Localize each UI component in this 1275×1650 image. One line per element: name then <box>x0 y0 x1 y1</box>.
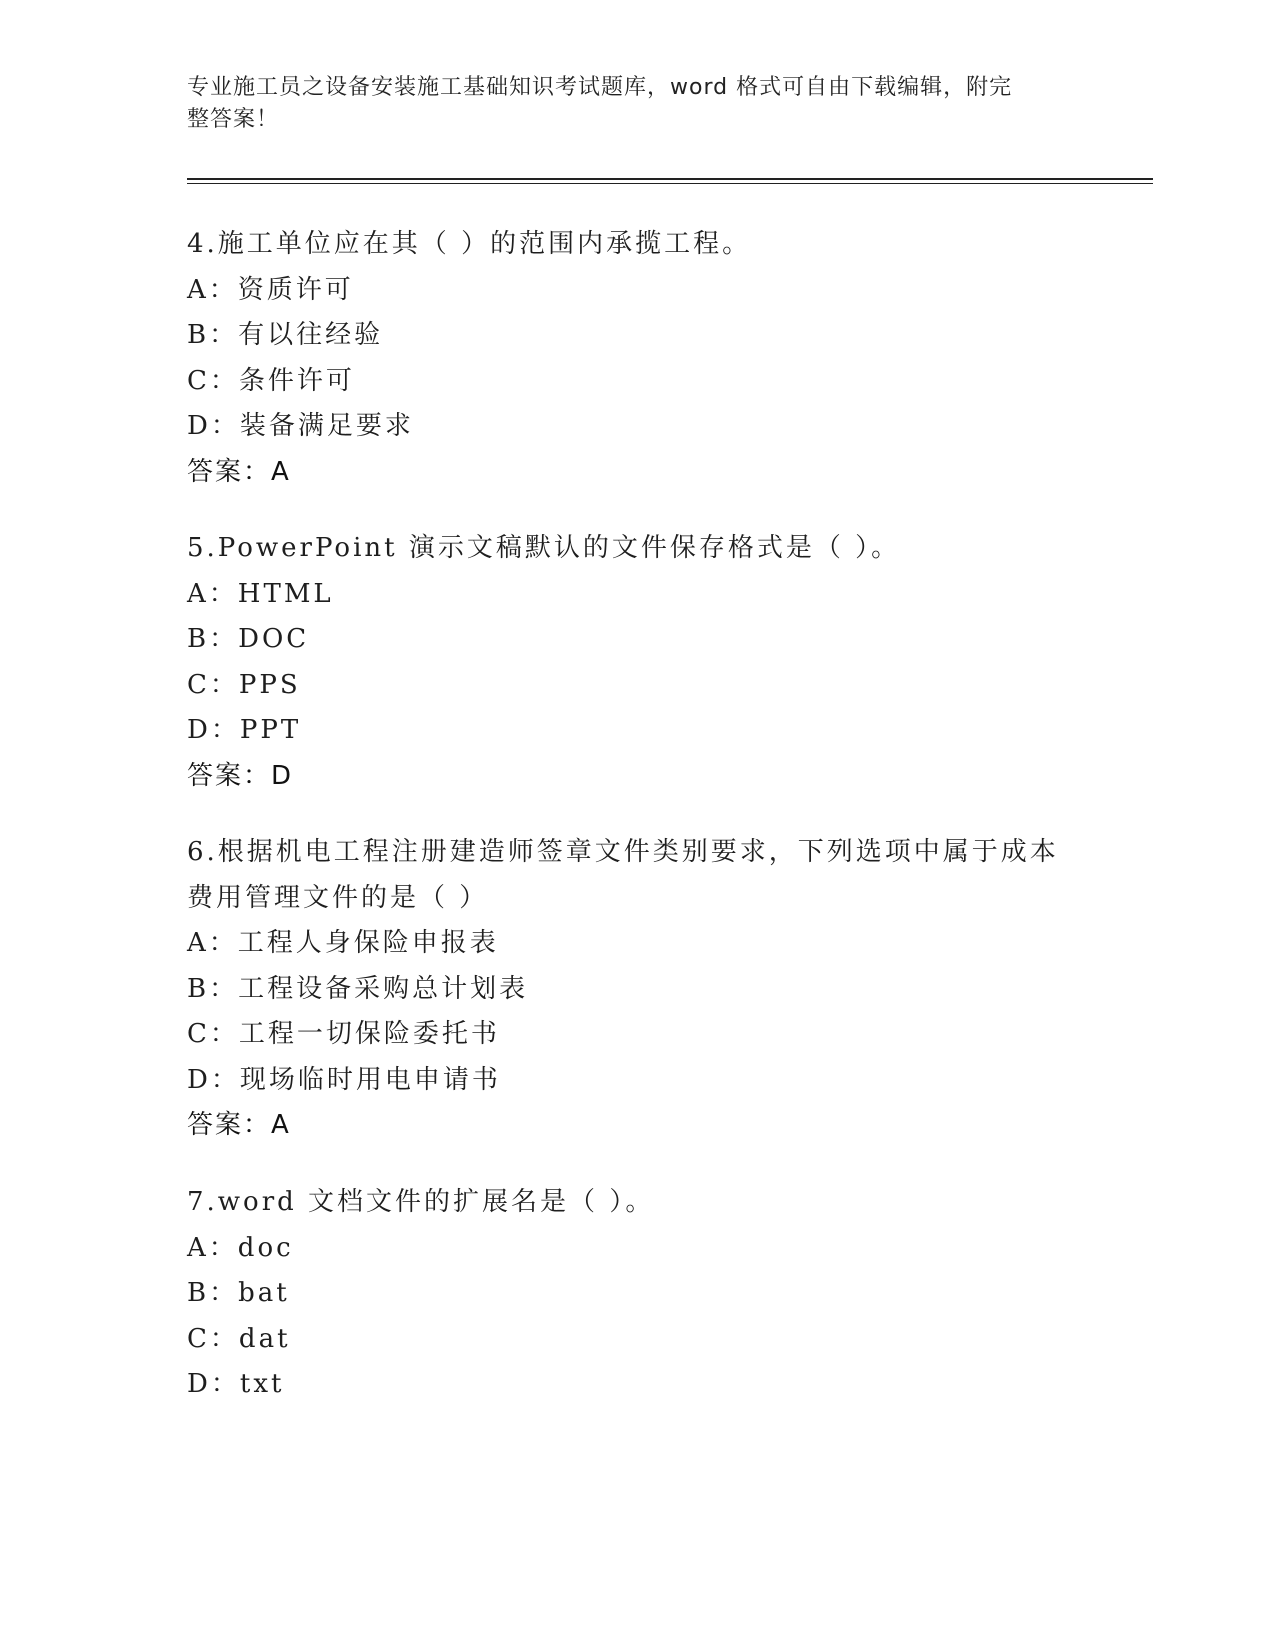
option-separator: ： <box>209 1278 239 1308</box>
option-text: DOC <box>238 624 310 654</box>
option-separator: ： <box>209 624 239 654</box>
answer-label: 答案： <box>187 1110 272 1140</box>
question-stem: 4.施工单位应在其（ ）的范围内承揽工程。 <box>187 229 752 259</box>
option-separator: ： <box>208 928 238 958</box>
option-separator: ： <box>210 715 240 745</box>
option-text: PPS <box>238 669 301 700</box>
question-5 <box>187 526 1087 799</box>
document-header <box>187 72 1067 136</box>
option-letter: B <box>187 624 210 654</box>
option-letter: D <box>187 1064 211 1095</box>
option-separator: ： <box>210 1369 240 1399</box>
option-separator: ： <box>210 411 240 441</box>
option-separator: ： <box>208 274 238 305</box>
option-text: doc <box>237 1232 294 1263</box>
option-separator: ： <box>209 320 239 350</box>
answer-line <box>187 450 1087 496</box>
option-c <box>187 663 1087 709</box>
option-c <box>187 1317 1087 1363</box>
question-stem: 7.word 文档文件的扩展名是（ ）。 <box>187 1187 655 1217</box>
answer-value: A <box>271 1110 291 1140</box>
option-text: HTML <box>237 578 334 609</box>
option-d <box>187 1362 1087 1408</box>
option-letter: D <box>187 715 211 745</box>
option-text: 有以往经验 <box>238 320 384 350</box>
option-text: 工程人身保险申报表 <box>237 928 499 958</box>
option-b <box>187 1271 1087 1317</box>
answer-value: D <box>271 760 294 791</box>
option-letter: B <box>187 320 210 350</box>
option-separator: ： <box>209 1323 239 1354</box>
option-letter: A <box>187 928 209 958</box>
option-text: 工程设备采购总计划表 <box>238 973 529 1004</box>
option-separator: ： <box>208 1232 238 1263</box>
option-text: 资质许可 <box>237 274 354 305</box>
option-text: bat <box>238 1278 290 1308</box>
option-separator: ： <box>210 1064 240 1095</box>
option-letter: A <box>187 578 209 609</box>
option-separator: ： <box>209 365 239 396</box>
option-a <box>187 1226 1087 1272</box>
option-text: txt <box>239 1369 285 1399</box>
option-letter: B <box>187 1278 210 1308</box>
option-letter: C <box>187 365 210 396</box>
answer-line <box>187 754 1087 800</box>
question-7 <box>187 1180 1087 1408</box>
option-a <box>187 921 1087 967</box>
option-text: 工程一切保险委托书 <box>238 1019 500 1049</box>
option-text: PPT <box>239 715 302 745</box>
option-letter: B <box>187 973 210 1004</box>
question-6 <box>187 830 1087 1149</box>
option-c <box>187 1012 1087 1058</box>
option-letter: D <box>187 1369 211 1399</box>
answer-value: A <box>271 456 291 487</box>
option-letter: C <box>187 1323 210 1354</box>
option-d <box>187 708 1087 754</box>
option-separator: ： <box>208 578 238 609</box>
option-b <box>187 967 1087 1013</box>
answer-line <box>187 1103 1087 1149</box>
option-d <box>187 1058 1087 1104</box>
option-letter: C <box>187 1019 210 1049</box>
question-stem-line-2: 费用管理文件的是（ ） <box>187 882 489 913</box>
header-line-1: 专业施工员之设备安装施工基础知识考试题库，word 格式可自由下载编辑，附完 <box>187 75 1013 100</box>
option-letter: D <box>187 411 211 441</box>
option-letter: A <box>187 1232 209 1263</box>
answer-label: 答案： <box>187 760 272 791</box>
question-4 <box>187 222 1087 495</box>
option-d <box>187 404 1087 450</box>
question-stem-line-1: 6.根据机电工程注册建造师签章文件类别要求，下列选项中属于成本 <box>187 837 1059 867</box>
option-text: dat <box>238 1323 291 1354</box>
answer-label: 答案： <box>187 456 272 487</box>
option-c <box>187 359 1087 405</box>
option-a <box>187 268 1087 314</box>
option-letter: A <box>187 274 209 305</box>
option-text: 条件许可 <box>238 365 355 396</box>
option-separator: ： <box>209 973 239 1004</box>
option-letter: C <box>187 669 210 700</box>
header-divider <box>187 178 1153 184</box>
option-b <box>187 617 1087 663</box>
option-a <box>187 572 1087 618</box>
option-separator: ： <box>209 669 239 700</box>
option-text: 装备满足要求 <box>239 411 414 441</box>
header-line-2: 整答案！ <box>187 107 280 132</box>
option-text: 现场临时用电申请书 <box>239 1064 501 1095</box>
option-separator: ： <box>209 1019 239 1049</box>
option-b <box>187 313 1087 359</box>
question-stem: 5.PowerPoint 演示文稿默认的文件保存格式是（ ）。 <box>187 533 901 563</box>
